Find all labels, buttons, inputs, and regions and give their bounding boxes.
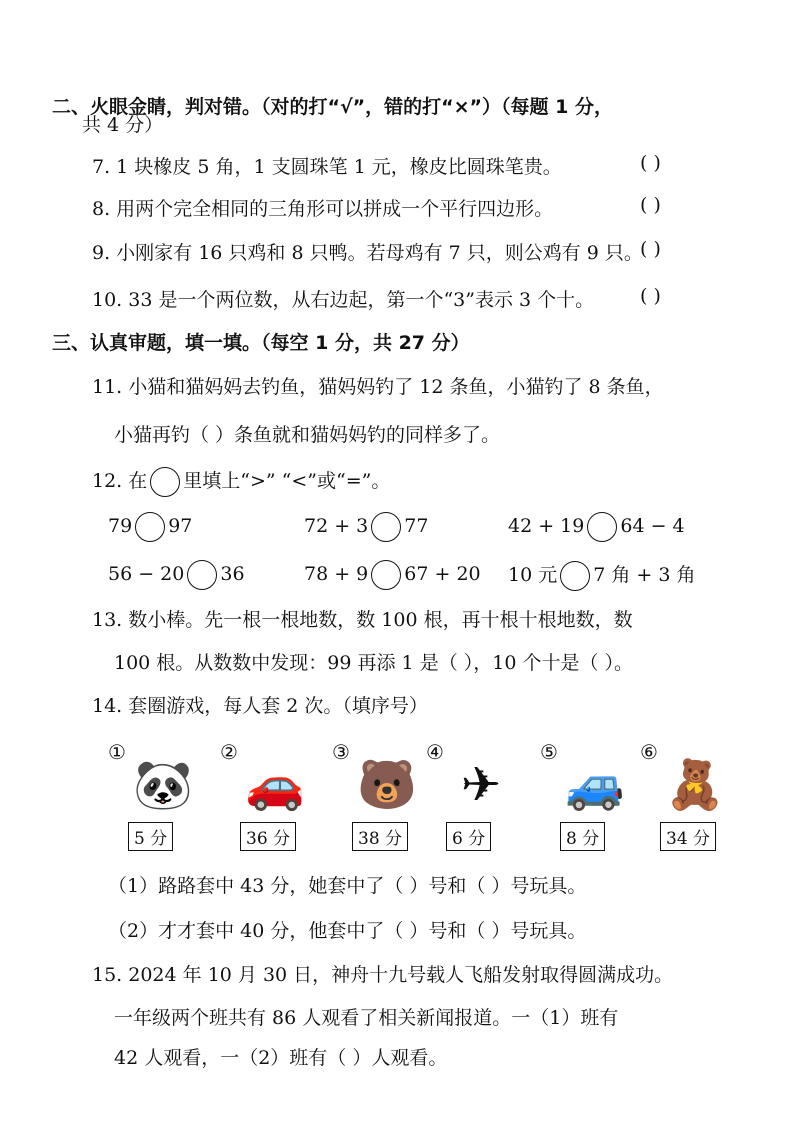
toy-score: 38 分 [352,822,408,851]
q8-answer[interactable]: ( ) [640,194,661,216]
q11-line2: 小猫再钓（ ）条鱼就和猫妈妈钓的同样多了。 [114,424,501,446]
q10-text: 10. 33 是一个两位数，从右边起，第一个“3”表示 3 个十。 [92,289,595,311]
answer-circle[interactable] [371,512,401,542]
toy-score: 5 分 [128,822,173,851]
answer-circle[interactable] [187,560,217,590]
q13-line2: 100 根。从数数中发现：99 再添 1 是（ ），10 个十是（ ）。 [114,652,633,674]
toy-score: 34 分 [660,822,716,851]
airplane-icon: ✈ [460,757,502,813]
compare-item [108,512,192,542]
section-2-title-cont: 共 4 分） [82,114,164,136]
q15-line1: 15. 2024 年 10 月 30 日，神舟十九号载人飞船发射取得圆满成功。 [92,964,674,986]
compare-item [108,560,245,590]
toy-number: ② [220,740,238,764]
toy-score: 8 分 [560,822,605,851]
answer-circle[interactable] [135,512,165,542]
q11-line1: 11. 小猫和猫妈妈去钓鱼，猫妈妈钓了 12 条鱼，小猫钓了 8 条鱼， [92,376,664,398]
q14-sub1: （1）路路套中 43 分，她套中了（ ）号和（ ）号玩具。 [108,875,587,897]
toy-number: ③ [332,740,350,764]
left-expr: 10 元 [508,564,558,586]
answer-circle[interactable] [560,561,590,591]
compare-item [304,560,481,590]
toy-number: ① [108,740,126,764]
q14-sub2: （2）才才套中 40 分，他套中了（ ）号和（ ）号玩具。 [108,920,587,942]
circle-icon [150,467,180,497]
answer-circle[interactable] [371,560,401,590]
compare-item [304,512,428,542]
answer-circle[interactable] [587,512,617,542]
compare-item [508,512,685,542]
left-expr: 72 + 3 [304,515,369,537]
q12-pre: 12. 在 [92,470,148,492]
q10-answer[interactable]: ( ) [640,285,661,307]
left-expr: 56 − 20 [108,563,185,585]
right-expr: 36 [220,563,245,585]
left-expr: 42 + 19 [508,515,585,537]
q8-text: 8. 用两个完全相同的三角形可以拼成一个平行四边形。 [92,198,554,220]
right-expr: 64 − 4 [620,515,685,537]
right-expr: 67 + 20 [404,563,481,585]
panda-icon: 🐼 [133,757,193,813]
q7-answer[interactable]: ( ) [640,152,661,174]
q12-instruction [92,466,390,497]
right-expr: 77 [404,515,429,537]
bear-icon: 🐻 [357,757,417,813]
left-expr: 79 [108,515,133,537]
q13-line1: 13. 数小棒。先一根一根地数，数 100 根，再十根十根地数，数 [92,609,633,631]
car-icon: 🚗 [245,757,305,813]
section-3-title: 三、认真审题，填一填。（每空 1 分，共 27 分） [52,332,470,354]
q15-line3: 42 人观看，一（2）班有（ ）人观看。 [114,1047,448,1069]
teddy-bear-icon: 🧸 [665,757,725,813]
right-expr: 97 [168,515,193,537]
q9-answer[interactable]: ( ) [640,238,661,260]
section-2-title: 二、火眼金睛，判对错。（对的打“√”，错的打“×”）（每题 1 分， [52,96,613,118]
toy-car-icon: 🚙 [565,757,625,813]
q12-post: 里填上“>” “<”或“=”。 [183,470,391,492]
toy-score: 36 分 [240,822,296,851]
q15-line2: 一年级两个班共有 86 人观看了相关新闻报道。一（1）班有 [114,1007,619,1029]
toy-number: ⑥ [640,740,658,764]
right-expr: 7 角 + 3 角 [593,564,696,586]
q14-line1: 14. 套圈游戏，每人套 2 次。（填序号） [92,695,428,717]
toy-number: ⑤ [540,740,558,764]
q9-text: 9. 小刚家有 16 只鸡和 8 只鸭。若母鸡有 7 只，则公鸡有 9 只。 [92,242,643,264]
left-expr: 78 + 9 [304,563,369,585]
toy-number: ④ [426,740,444,764]
compare-item [508,560,695,591]
toy-score: 6 分 [446,822,491,851]
q7-text: 7. 1 块橡皮 5 角，1 支圆珠笔 1 元，橡皮比圆珠笔贵。 [92,156,562,178]
